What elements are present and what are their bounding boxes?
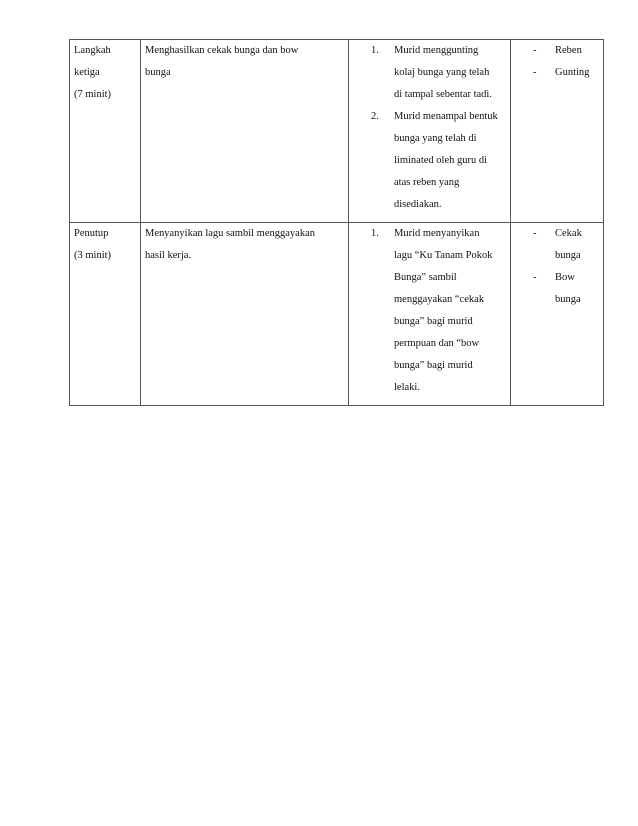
material-item	[515, 223, 599, 267]
material-dash: -	[533, 45, 537, 56]
step-line: Penutup	[74, 228, 109, 239]
material-list	[515, 40, 599, 84]
step-line: ketiga	[74, 67, 100, 78]
step-line: (3 minit)	[74, 250, 112, 261]
step-cell	[70, 40, 141, 223]
content-cell	[141, 223, 349, 406]
table-row	[70, 40, 604, 223]
activity-line: bunga yang telah di	[394, 133, 477, 144]
activity-line: lelaki.	[394, 382, 420, 393]
material-line: Reben	[555, 45, 582, 56]
material-item	[515, 267, 599, 311]
material-line: Gunting	[555, 67, 590, 78]
material-dash: -	[533, 67, 537, 78]
content-line: Menghasilkan cekak bunga dan bow	[145, 45, 299, 56]
step-line: Langkah	[74, 45, 111, 56]
material-cell	[511, 40, 604, 223]
activity-cell	[349, 40, 511, 223]
step-cell	[70, 223, 141, 406]
activity-list	[353, 40, 506, 216]
material-line: Cekak	[555, 228, 582, 239]
material-item	[515, 62, 599, 84]
activity-line: atas reben yang	[394, 177, 460, 188]
lesson-plan-table	[69, 39, 604, 406]
activity-line: lagu “Ku Tanam Pokok	[394, 250, 493, 261]
activity-line: bunga” bagi murid	[394, 316, 473, 327]
activity-line: Murid menggunting	[394, 45, 479, 56]
activity-line: liminated oleh guru di	[394, 155, 488, 166]
activity-cell	[349, 223, 511, 406]
material-dash: -	[533, 272, 537, 283]
table-row	[70, 223, 604, 406]
content-cell	[141, 40, 349, 223]
activity-line: bunga” bagi murid	[394, 360, 473, 371]
material-dash: -	[533, 228, 537, 239]
activity-line: Bunga” sambil	[394, 272, 457, 283]
material-cell	[511, 223, 604, 406]
content-line: bunga	[145, 67, 171, 78]
activity-line: permpuan dan “bow	[394, 338, 480, 349]
activity-item	[353, 106, 506, 216]
step-line: (7 minit)	[74, 89, 112, 100]
activity-line: disediakan.	[394, 199, 442, 210]
activity-number: 2.	[371, 111, 379, 122]
material-line: bunga	[555, 294, 581, 305]
activity-line: kolaj bunga yang telah	[394, 67, 490, 78]
activity-item	[353, 40, 506, 106]
activity-line: Murid menampal bentuk	[394, 111, 498, 122]
activity-item	[353, 223, 506, 399]
activity-line: di tampal sebentar tadi.	[394, 89, 492, 100]
material-line: Bow	[555, 272, 575, 283]
activity-line: menggayakan “cekak	[394, 294, 485, 305]
content-line: hasil kerja.	[145, 250, 192, 261]
activity-number: 1.	[371, 228, 379, 239]
material-item	[515, 40, 599, 62]
content-line: Menyanyikan lagu sambil menggayakan	[145, 228, 315, 239]
material-line: bunga	[555, 250, 581, 261]
activity-number: 1.	[371, 45, 379, 56]
activity-list	[353, 223, 506, 399]
material-list	[515, 223, 599, 311]
activity-line: Murid menyanyikan	[394, 228, 480, 239]
